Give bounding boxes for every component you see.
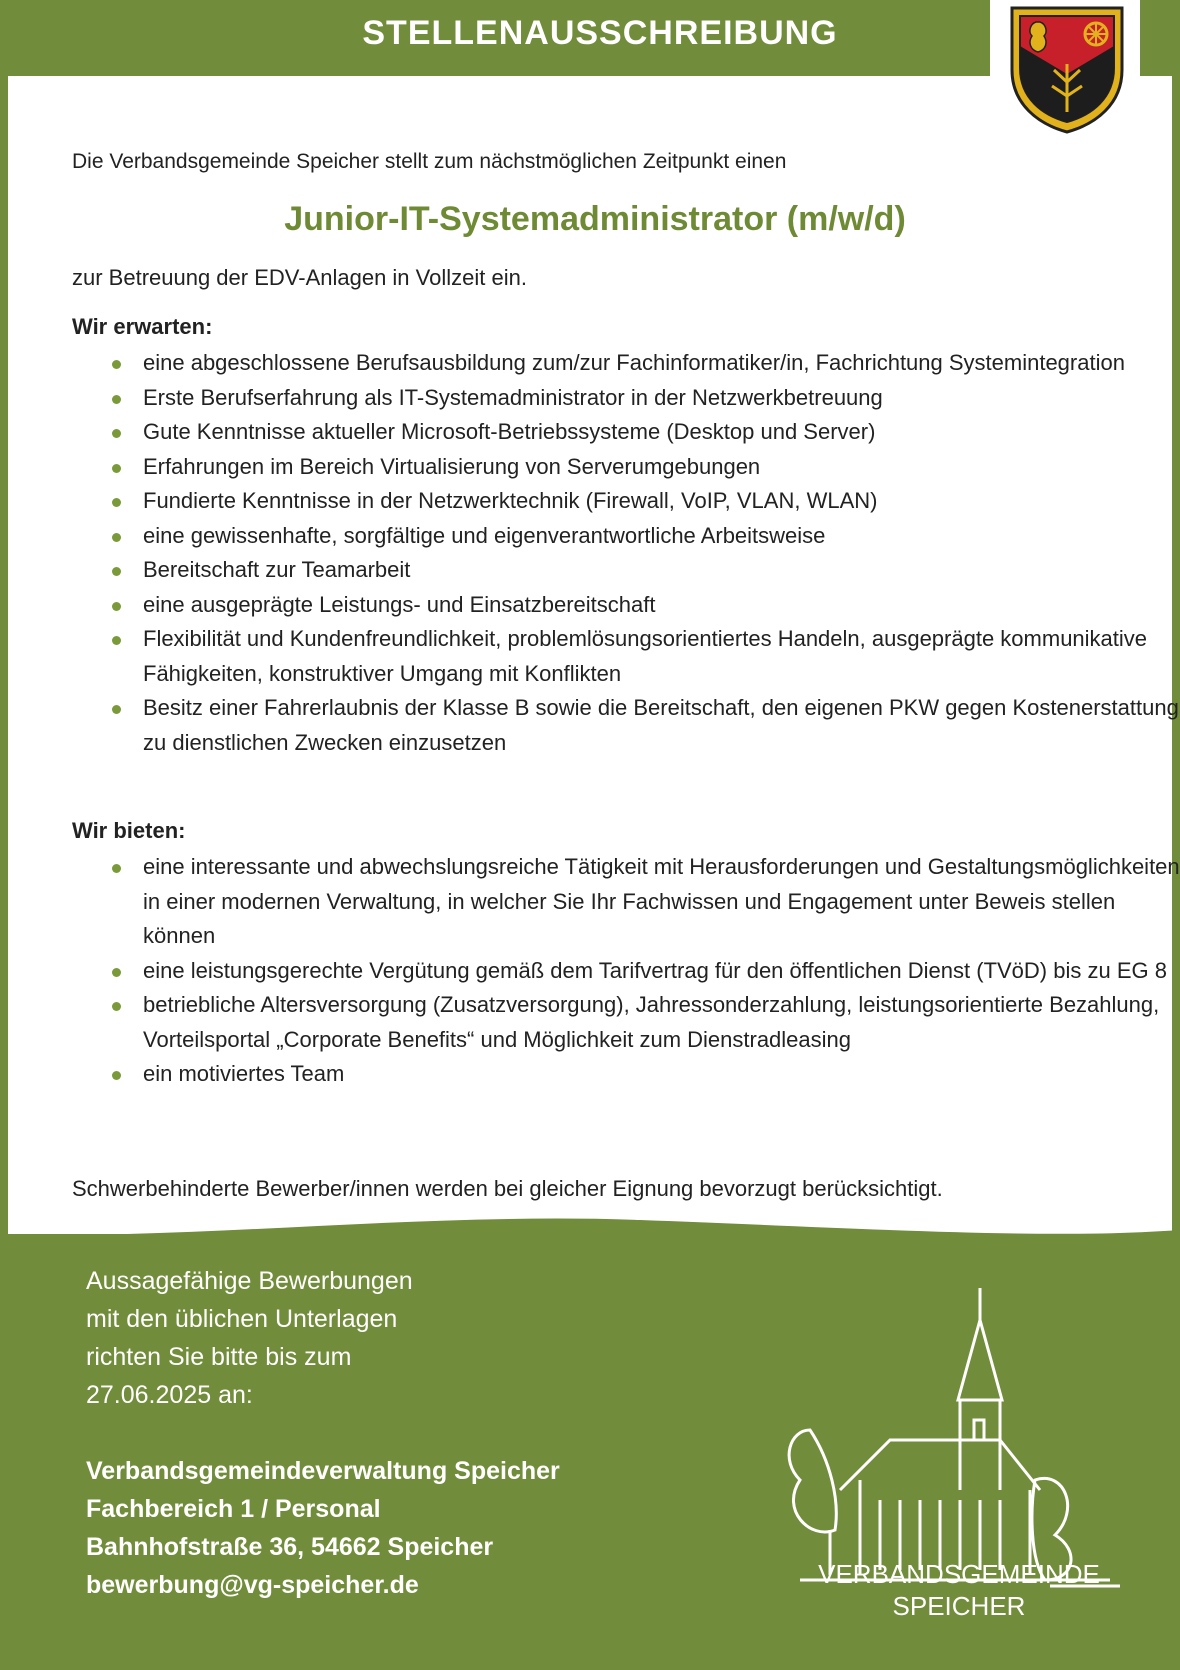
bullet-icon [112,567,121,576]
logo-text [778,1558,1140,1622]
list-item: Flexibilität und Kundenfreundlichkeit, problemlösungsorientiertes Handeln, ausgeprägte kommunikative Fähigkeiten, konstruktiver Umgang mit Konflikten [72,622,1180,691]
contact-line: mit den üblichen Unterlagen [86,1305,398,1333]
bullet-icon [112,864,121,873]
expect-list [72,346,1180,760]
expect-heading: Wir erwarten: [72,314,213,339]
bullet-icon [112,395,121,404]
list-item: eine gewissenhafte, sorgfältige und eigenverantwortliche Arbeitsweise [72,519,1180,554]
job-title: Junior-IT-Systemadministrator (m/w/d) [284,200,906,238]
street-address: Bahnhofstraße 36, 54662 Speicher [86,1533,494,1561]
bullet-icon [112,498,121,507]
contact-line: richten Sie bitte bis zum [86,1343,352,1371]
list-item: betriebliche Altersversorgung (Zusatzversorgung), Jahressonderzahlung, leistungsorientierte Bezahlung, Vorteilsportal „Corporate Benefits“ und Möglichkeit zum Dienstradleasing [72,988,1180,1057]
header-title: STELLENAUSSCHREIBUNG [362,14,838,52]
list-item: eine interessante und abwechslungsreiche Tätigkeit mit Herausforderungen und Gestaltungsmöglichkeiten in einer modernen Verwaltung, in welcher Sie Ihr Fachwissen und Engagement unter Beweis stellen können [72,850,1180,954]
list-item: eine leistungsgerechte Vergütung gemäß dem Tarifvertrag für den öffentlichen Dienst (TVöD) bis zu EG 8 [72,954,1180,989]
list-item: Erste Berufserfahrung als IT-Systemadministrator in der Netzwerkbetreuung [72,381,1180,416]
list-item: Fundierte Kenntnisse in der Netzwerktechnik (Firewall, VoIP, VLAN, WLAN) [72,484,1180,519]
deadline: 27.06.2025 an: [86,1381,253,1409]
bullet-icon [112,968,121,977]
subtitle: zur Betreuung der EDV-Anlagen in Vollzeit ein. [72,265,527,290]
offer-list [72,850,1180,1092]
list-item: Gute Kenntnisse aktueller Microsoft-Betriebssysteme (Desktop und Server) [72,415,1180,450]
list-item: Erfahrungen im Bereich Virtualisierung von Serverumgebungen [72,450,1180,485]
department: Fachbereich 1 / Personal [86,1495,381,1523]
expect-section [72,314,1180,760]
offer-heading: Wir bieten: [72,818,186,843]
logo-line: SPEICHER [892,1591,1026,1621]
coat-of-arms-icon [1006,4,1128,136]
list-item: eine abgeschlossene Berufsausbildung zum/zur Fachinformatiker/in, Fachrichtung Systemintegration [72,346,1180,381]
bullet-icon [112,429,121,438]
bullet-icon [112,464,121,473]
bullet-icon [112,636,121,645]
list-item: Besitz einer Fahrerlaubnis der Klasse B sowie die Bereitschaft, den eigenen PKW gegen Kostenerstattung zu dienstlichen Zwecken einzusetzen [72,691,1180,760]
address-block [86,1452,560,1604]
list-item: eine ausgeprägte Leistungs- und Einsatzbereitschaft [72,588,1180,623]
bullet-icon [112,360,121,369]
bullet-icon [112,705,121,714]
offer-section [72,818,1180,1092]
bullet-icon [112,1002,121,1011]
contact-line: Aussagefähige Bewerbungen [86,1267,413,1295]
bullet-icon [112,1071,121,1080]
logo-line: VERBANDSGEMEINDE [818,1559,1100,1589]
email-link[interactable]: bewerbung@vg-speicher.de [86,1571,419,1599]
organization-name: Verbandsgemeindeverwaltung Speicher [86,1457,560,1485]
closing-note: Schwerbehinderte Bewerber/innen werden bei gleicher Eignung bevorzugt berücksichtigt. [72,1176,943,1201]
bullet-icon [112,602,121,611]
bullet-icon [112,533,121,542]
list-item: Bereitschaft zur Teamarbeit [72,553,1180,588]
contact-block [86,1262,560,1604]
intro-text: Die Verbandsgemeinde Speicher stellt zum nächstmöglichen Zeitpunkt einen [72,150,787,173]
list-item: ein motiviertes Team [72,1057,1180,1092]
